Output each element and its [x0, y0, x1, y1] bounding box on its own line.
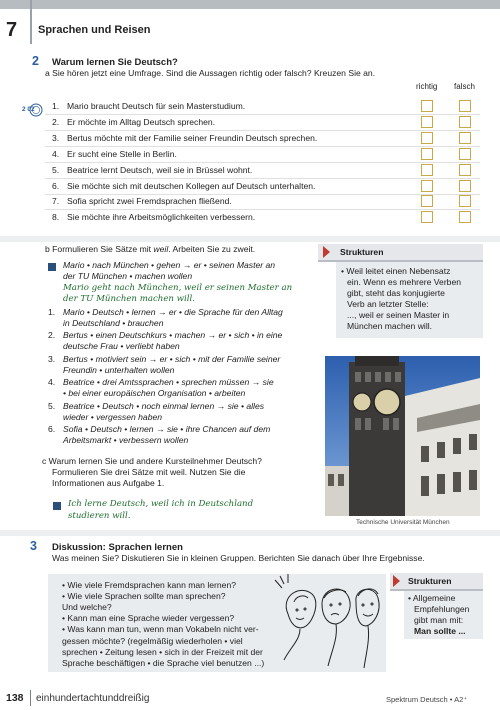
example-cue-line-2: der TU München • machen wollen: [63, 271, 193, 281]
checkbox-falsch[interactable]: [459, 148, 471, 160]
statement-number: 5.: [52, 164, 60, 175]
checkbox-falsch[interactable]: [459, 164, 471, 176]
checkbox-richtig[interactable]: [421, 180, 433, 192]
discussion-question: Sprache beschäftigen • die Sprache viel benutzen ...): [62, 657, 265, 668]
strukturen-box-2-title: Strukturen: [408, 576, 452, 586]
statement-number: 6.: [52, 180, 60, 191]
exercise-2b-item-line-2: wieder • vergessen haben: [63, 411, 163, 422]
exercise-2c-answer-line-2: studieren will.: [68, 511, 131, 521]
exercise-2b-item-line-2: Freundin • unterhalten wollen: [63, 364, 175, 375]
strukturen-box-2-line-3: gibt man mit:: [414, 615, 464, 625]
exercise-2c-line-3: Informationen aus Aufgabe 1.: [52, 478, 165, 488]
strukturen-box-1-line-3: gibt, steht das konjugierte: [347, 288, 445, 298]
exercise-3-number: 3: [30, 539, 37, 553]
checkbox-richtig[interactable]: [421, 148, 433, 160]
exercise-2b-item-line-2: • bei einer europäischen Organisation • arbeiten: [63, 388, 246, 399]
exercise-2b-item-number: 3.: [48, 353, 56, 364]
statement-number: 4.: [52, 148, 60, 159]
statement-text: Mario braucht Deutsch für sein Masterstudium.: [67, 101, 246, 111]
checkbox-falsch[interactable]: [459, 211, 471, 223]
statement-number: 7.: [52, 196, 60, 207]
exercise-2a-instruction: a Sie hören jetzt eine Umfrage. Sind die Aussagen richtig oder falsch? Kreuzen Sie an.: [45, 68, 376, 78]
play-arrow-icon: [323, 246, 330, 258]
exercise-2b-item-line-2: deutsche Frau • verliebt haben: [63, 341, 180, 352]
checkbox-richtig[interactable]: [421, 100, 433, 112]
strukturen-box-2-line-4: Man sollte ...: [414, 626, 466, 636]
statement-number: 2.: [52, 116, 60, 127]
exercise-2b-item-number: 6.: [48, 424, 56, 434]
header-divider: [30, 0, 32, 44]
strukturen-box-1-line-5: ..., weil er seinen Master in: [347, 310, 450, 320]
discussion-question: • Wie viele Fremdsprachen kann man lernen?: [62, 580, 237, 590]
chapter-number: 7: [6, 19, 18, 41]
page-number: 138: [6, 692, 24, 704]
statement-text: Sie möchte sich mit deutschen Kollegen auf Deutsch unterhalten.: [67, 180, 316, 191]
row-divider: [45, 178, 480, 179]
exercise-2b-item-line-2: in Deutschland • brauchen: [63, 318, 164, 328]
statement-text: Sie möchte ihre Arbeitsmöglichkeiten verbessern.: [67, 212, 256, 223]
checkbox-falsch[interactable]: [459, 180, 471, 192]
exercise-2b-item-line-1: Beatrice • drei Amtssprachen • sprechen müssen → sie: [63, 377, 274, 388]
row-divider: [45, 114, 480, 115]
checkbox-falsch[interactable]: [459, 132, 471, 144]
strukturen-box-1: [336, 262, 483, 338]
statement-number: 8.: [52, 212, 60, 223]
strukturen-box-1-line-4: Verb an letzter Stelle:: [347, 299, 429, 309]
row-divider: [45, 130, 480, 131]
example-marker-icon: [48, 263, 56, 271]
exercise-2c-line-2: Formulieren Sie drei Sätze mit weil. Nutzen Sie die: [52, 467, 246, 477]
section-divider: [0, 530, 500, 536]
footer-divider: [30, 690, 31, 706]
row-divider: [45, 194, 480, 195]
exercise-2b-item-number: 5.: [48, 400, 56, 411]
example-cue-line-1: Mario • nach München • gehen → er • seinen Master an: [63, 260, 276, 270]
checkbox-richtig[interactable]: [421, 116, 433, 128]
checkbox-richtig[interactable]: [421, 164, 433, 176]
strukturen-box-1-header: [318, 244, 483, 262]
exercise-2b-item-line-1: Sofia • Deutsch • lernen → sie • ihre Chancen auf dem: [63, 424, 271, 434]
statement-number: 3.: [52, 132, 60, 143]
section-divider: [0, 236, 500, 242]
page-number-words: einhundertachtunddreißig: [36, 693, 150, 704]
row-divider: [45, 146, 480, 147]
exercise-2b-item-number: 4.: [48, 377, 56, 388]
audio-track-icon[interactable]: [22, 103, 42, 117]
exercise-2b-item-line-1: Mario • Deutsch • lernen → er • die Sprache für den Alltag: [63, 307, 283, 317]
checkbox-falsch[interactable]: [459, 100, 471, 112]
statement-text: Er möchte im Alltag Deutsch sprechen.: [67, 116, 216, 127]
strukturen-box-2-line-2: Empfehlungen: [414, 604, 470, 614]
exercise-2b-item-number: 2.: [48, 330, 56, 341]
discussion-question: gessen möchte? (regelmäßig wiederholen • viel: [62, 635, 243, 646]
play-arrow-icon: [393, 575, 400, 587]
checkbox-richtig[interactable]: [421, 132, 433, 144]
discussion-question: • Kann man eine Sprache wieder vergessen?: [62, 613, 235, 624]
exercise-2c-answer-line-1: Ich lerne Deutsch, weil ich in Deutschland: [68, 499, 254, 509]
statement-text: Er sucht eine Stelle in Berlin.: [67, 148, 177, 159]
exercise-2b-item-line-1: Bertus • motiviert sein → er • sich • mit der Familie seiner: [63, 353, 281, 364]
exercise-2-number: 2: [32, 54, 39, 68]
top-bar: [0, 0, 500, 9]
row-divider: [45, 162, 480, 163]
strukturen-box-2-line-1: • Allgemeine: [408, 593, 456, 603]
statement-text: Sofia spricht zwei Fremdsprachen fließend.: [67, 196, 232, 207]
discussion-question: • Was kann man tun, wenn man Vokabeln nicht ver-: [62, 624, 259, 635]
exercise-2b-item-line-1: Bertus • einen Deutschkurs • machen → er • sich • in eine: [63, 330, 283, 341]
strukturen-box-1-line-1: • Weil leitet einen Nebensatz: [341, 266, 451, 276]
exercise-2b-instruction: b Formulieren Sie Sätze mit weil. Arbeiten Sie zu zweit.: [45, 244, 256, 254]
checkbox-richtig[interactable]: [421, 211, 433, 223]
column-richtig: richtig: [416, 82, 438, 91]
exercise-3-title: Diskussion: Sprachen lernen: [52, 542, 183, 553]
chapter-title: Sprachen und Reisen: [38, 24, 151, 36]
example-answer-line-1: Mario geht nach München, weil er seinen Master an: [63, 283, 293, 293]
strukturen-box-1-line-2: ein. Wenn es mehrere Verben: [347, 277, 462, 287]
discussion-heads-illustration: [270, 574, 385, 672]
book-title: Spektrum Deutsch • A2⁺: [386, 695, 468, 704]
discussion-question: Und welche?: [62, 602, 112, 613]
strukturen-box-1-title: Strukturen: [340, 247, 384, 257]
audio-track-label: 2 02: [22, 106, 35, 113]
checkbox-falsch[interactable]: [459, 195, 471, 207]
exercise-2b-item-line-2: Arbeitsmarkt • verbessern wollen: [63, 435, 189, 445]
photo-caption: Technische Universität München: [356, 519, 450, 526]
row-divider: [45, 209, 480, 210]
strukturen-box-2: [404, 591, 483, 639]
checkbox-richtig[interactable]: [421, 195, 433, 207]
column-falsch: falsch: [454, 82, 475, 91]
exercise-2b-item-line-1: Beatrice • Deutsch • noch einmal lernen → sie • alles: [63, 400, 265, 411]
example-answer-line-2: der TU München machen will.: [63, 294, 196, 304]
statement-number: 1.: [52, 101, 60, 111]
exercise-2b-item-number: 1.: [48, 307, 56, 317]
strukturen-box-1-line-6: München machen will.: [347, 321, 433, 331]
statement-text: Beatrice lernt Deutsch, weil sie in Brüssel wohnt.: [67, 164, 253, 175]
exercise-2-title: Warum lernen Sie Deutsch?: [52, 57, 178, 68]
strukturen-box-2-header: [390, 573, 483, 591]
discussion-question: • Wie viele Sprachen sollte man sprechen?: [62, 591, 226, 602]
discussion-question: sprechen • Zeitung lesen • sich in der Freizeit mit der: [62, 646, 263, 657]
checkbox-falsch[interactable]: [459, 116, 471, 128]
tower-photo: [325, 356, 480, 516]
statement-text: Bertus möchte mit der Familie seiner Freundin Deutsch sprechen.: [67, 132, 318, 143]
exercise-2c-line-1: c Warum lernen Sie und andere Kursteilnehmer Deutsch?: [42, 456, 262, 466]
exercise-3-instruction: Was meinen Sie? Diskutieren Sie in kleinen Gruppen. Berichten Sie danach über Ihre Ergebnisse.: [52, 553, 425, 563]
example-marker-icon: [53, 502, 61, 510]
